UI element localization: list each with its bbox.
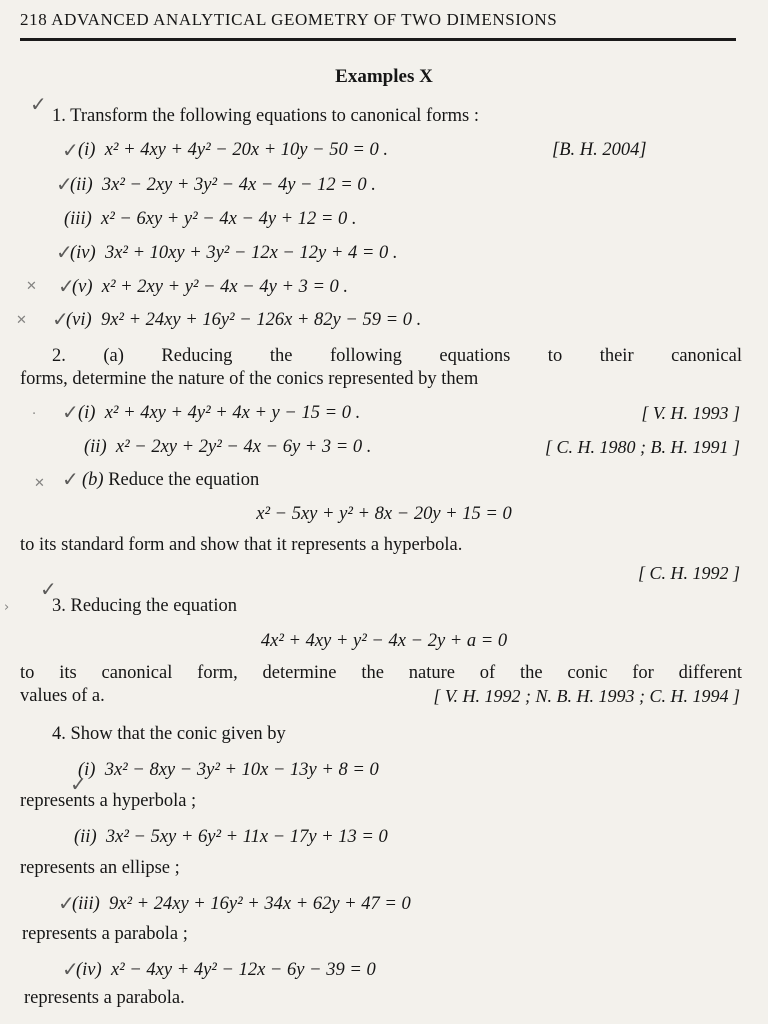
header-rule [20, 38, 736, 41]
q2b-statement: to its standard form and show that it represents a hyperbola. [20, 535, 463, 555]
pencil-tick-icon: ✓ [58, 891, 75, 915]
citation: [B. H. 2004] [552, 140, 647, 160]
item-label: (ii) [70, 175, 93, 195]
q1-item [70, 243, 397, 264]
q1-item [72, 277, 348, 298]
q1-prompt: 1. Transform the following equations to canonical forms : [52, 106, 479, 126]
item-label: (ii) [84, 437, 107, 457]
q4-item [72, 894, 411, 915]
q1-item [78, 140, 388, 161]
q3-equation: 4x² + 4xy + y² − 4x − 2y + a = 0 [260, 631, 508, 651]
item-label: (v) [72, 277, 93, 297]
q4-represents: represents an ellipse ; [20, 858, 180, 878]
pencil-tick-icon: ✓ [62, 138, 79, 162]
pencil-cross-mark-icon: ✕ [16, 313, 27, 328]
q2b-line [82, 470, 259, 491]
item-label: (i) [78, 760, 96, 780]
q1-item [70, 175, 376, 196]
pencil-tick-icon: ✓ [30, 92, 47, 116]
item-label: (ii) [74, 827, 97, 847]
q4-represents: represents a parabola. [24, 988, 185, 1008]
q3-prompt: 3. Reducing the equation [52, 596, 237, 616]
item-label: (iv) [76, 960, 102, 980]
pencil-tick-icon: ✓ [40, 577, 57, 601]
citation: [ V. H. 1993 ] [641, 403, 740, 423]
item-label: (i) [78, 140, 96, 160]
q2b-equation: x² − 5xy + y² + 8x − 20y + 15 = 0 [256, 504, 512, 524]
pencil-tick-icon: ✓ [58, 274, 75, 298]
item-label: (iii) [72, 894, 100, 914]
q2-item [78, 403, 360, 424]
q4-represents: represents a parabola ; [22, 924, 188, 944]
q2-line1: 2. (a) Reducing the following equations to their canonical [52, 346, 742, 366]
q2-line2: forms, determine the nature of the conics represented by them [20, 369, 479, 389]
q4-represents: represents a hyperbola ; [20, 791, 197, 811]
citation: [ C. H. 1992 ] [637, 563, 740, 583]
equation: x² + 2xy + y² − 4x − 4y + 3 = 0 . [101, 277, 349, 297]
q4-item [78, 760, 379, 781]
q2-item [84, 437, 371, 458]
pencil-tick-icon: ✓ [70, 772, 87, 796]
q2b-text: Reduce the equation [108, 470, 260, 490]
item-label: (iii) [64, 209, 92, 229]
equation: 9x² + 24xy + 16y² − 126x + 82y − 59 = 0 . [100, 310, 422, 330]
pencil-cross-mark-icon: ✕ [34, 476, 45, 491]
q4-prompt: 4. Show that the conic given by [52, 724, 286, 744]
pencil-tick-icon: ✓ [62, 400, 79, 424]
q3-line2: values of a. [20, 686, 105, 706]
q4-item [76, 960, 376, 981]
equation: 3x² + 10xy + 3y² − 12x − 12y + 4 = 0 . [104, 243, 398, 263]
equation: 3x² − 2xy + 3y² − 4x − 4y − 12 = 0 . [101, 175, 376, 195]
equation: x² + 4xy + 4y² + 4x + y − 15 = 0 . [104, 403, 361, 423]
pencil-tick-icon: ✓ [62, 467, 79, 491]
q1-item [66, 310, 421, 331]
q1-item [64, 209, 357, 230]
pencil-arrow-mark-icon: › [4, 600, 10, 615]
item-label: (i) [78, 403, 96, 423]
q3-line1: to its canonical form, determine the nature of the conic for different [20, 663, 742, 683]
item-label: (vi) [66, 310, 92, 330]
citation: [ C. H. 1980 ; B. H. 1991 ] [544, 437, 740, 457]
pencil-tick-icon: ✓ [62, 957, 79, 981]
equation: x² − 6xy + y² − 4x − 4y + 12 = 0 . [101, 209, 357, 229]
pencil-tick-icon: ✓ [52, 307, 69, 331]
equation: x² − 4xy + 4y² − 12x − 6y − 39 = 0 [110, 960, 376, 980]
equation: 3x² − 5xy + 6y² + 11x − 17y + 13 = 0 [105, 827, 388, 847]
item-label: (b) [82, 470, 104, 490]
equation: x² + 4xy + 4y² − 20x + 10y − 50 = 0 . [104, 140, 388, 160]
pencil-dot-mark-icon: · [32, 407, 37, 422]
equation: 3x² − 8xy − 3y² + 10x − 13y + 8 = 0 [104, 760, 379, 780]
running-header: 218 ADVANCED ANALYTICAL GEOMETRY OF TWO DIMENSIONS [20, 10, 558, 29]
pencil-tick-icon: ✓ [56, 240, 73, 264]
equation: 9x² + 24xy + 16y² + 34x + 62y + 47 = 0 [109, 894, 411, 914]
pencil-tick-icon: ✓ [56, 172, 73, 196]
equation: x² − 2xy + 2y² − 4x − 6y + 3 = 0 . [115, 437, 372, 457]
q4-item [74, 827, 388, 848]
pencil-cross-mark-icon: ✕ [26, 279, 37, 294]
citation: [ V. H. 1992 ; N. B. H. 1993 ; C. H. 1994 ] [433, 686, 740, 706]
item-label: (iv) [70, 243, 96, 263]
section-title: Examples X [335, 66, 433, 87]
